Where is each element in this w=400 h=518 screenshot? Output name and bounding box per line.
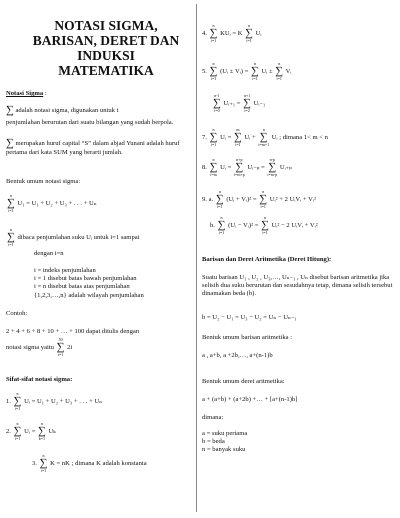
main-sigma-formula <box>6 194 97 213</box>
sigma-symbol: n+p ∑ i=m+p <box>233 157 245 177</box>
barisan-heading: Barisan dan Deret Aritmetika (Deret Hitung): <box>202 256 332 263</box>
sigma-symbol: n ∑ i=1 <box>251 61 259 81</box>
dibaca-text: dibaca penjumlahan suku Uᵢ untuk i=1 sampai <box>17 234 140 242</box>
def-n: n = banyak suku <box>202 446 246 454</box>
dengan-text: dengan i=n <box>34 250 64 257</box>
def-b: b = beda <box>202 438 225 446</box>
sigma-upper-limit: 50 <box>58 337 63 342</box>
sifat-2: 2. n ∑ i=1 Uᵢ = n ∑ k=1 Uₖ <box>6 421 56 441</box>
sifat-5: 5. n ∑ i=1 (Uᵢ ± Vᵢ) = n ∑ i=1 Uᵢ ± n ∑ i=1 Vᵢ <box>202 61 292 81</box>
contoh-term: 2i <box>67 344 73 352</box>
title-line-3: MATEMATIKA <box>58 63 154 78</box>
definition-list <box>34 267 144 300</box>
sigma-desc-text-1: adalah notasi sigma, digunakan untuk t <box>15 107 119 115</box>
title-line-1: NOTASI SIGMA, <box>54 18 158 33</box>
sigma-symbol: n ∑ i=m+1 <box>258 127 270 147</box>
sigma-symbol: n ∑ i=1 <box>209 127 218 147</box>
dibaca-row <box>6 228 140 247</box>
sifat-9b: b. n ∑ i=1 (Uᵢ − Vᵢ)² = n ∑ i=1 Uᵢ² − 2 UᵢVᵢ + Vᵢ² <box>210 215 318 235</box>
barisan-formula: a , a+b, a +2b,…, a+(n-1)b <box>202 352 273 359</box>
sigma-symbol: n ∑ i=1 <box>209 61 218 81</box>
sigma-symbol: n ∑ i=1 <box>39 453 48 473</box>
sigma-symbol: n ∑ i=1 <box>259 189 268 209</box>
def-domain: {1,2,3,…,n} adalah wilayah penjumlahan <box>34 291 144 299</box>
bentuk-umum-label: Bentuk umum notasi sigma: <box>6 178 81 185</box>
sigma-symbol: n-1 ∑ i=0 <box>213 93 221 113</box>
column-divider <box>196 4 197 512</box>
sifat-heading: Sifat-sifat notasi sigma: <box>6 376 73 383</box>
sigma-description-1 <box>6 105 194 116</box>
sigma-symbol: n ∑ i=1 <box>209 23 218 43</box>
sigma-description-3 <box>6 138 194 157</box>
contoh-notasi-text: notasi sigma yaitu <box>6 344 54 352</box>
sigma-symbol: n ∑ i=1 <box>13 391 22 411</box>
def-upper-bound: i = n disebut batas atas penjumlahan <box>34 283 130 291</box>
sigma-symbol: m ∑ i=1 <box>233 127 242 147</box>
sigma-symbol: n ∑ i=1 <box>215 189 224 209</box>
contoh-series: 2 + 4 + 6 + 8 + 10 + … + 100 dapat ditulis dengan <box>6 328 140 335</box>
sigma-symbol: n+1 ∑ i=2 <box>243 93 251 113</box>
bentuk-deret-label: Bentuk umum deret aritmetika: <box>202 378 285 385</box>
sifat-7: 7. n ∑ i=1 Uᵢ = m ∑ i=1 Uᵢ + n ∑ i=m+1 Uᵢ ; dimana 1< m < n <box>202 127 328 147</box>
main-formula-text: U₁ = U₁ + U₂ + U₃ + . . . + Uₙ <box>17 200 97 208</box>
contoh-notasi-row <box>6 338 72 357</box>
def-lower-bound: i = 1 disebut batas bawah penjumlahan <box>34 275 137 283</box>
notasi-colon: : <box>43 90 47 97</box>
sifat-1: 1. n ∑ i=1 Uᵢ = U₁ + U₂ + U₃ + . . . + Uₙ <box>6 391 103 411</box>
sigma-icon: ∑ <box>6 104 14 116</box>
notasi-heading-row <box>6 90 47 98</box>
notasi-sigma-heading: Notasi Sigma <box>6 90 44 97</box>
beda-formula: b = U₂ − U₁ = U₃ − U₂ = Uₙ − Uₙ₋₁ <box>202 314 297 321</box>
contoh-label: Contoh: <box>6 310 28 317</box>
sigma-symbol: n ∑ i=1 <box>275 61 284 81</box>
dimana-label: dimana: <box>202 414 224 421</box>
sifat-4: 4. n ∑ i=1 KUᵢ = K n ∑ i=1 Uᵢ <box>202 23 262 43</box>
def-index: i = indeks penjumlahan <box>34 267 96 274</box>
sigma-desc-text-2: penjumlahan berurutan dari suatu bilangan yang sudah berpola. <box>6 119 174 126</box>
sigma-symbol: n ∑ i=1 <box>7 193 15 213</box>
sigma-desc-text-3: merupakan huruf capital “S” dalam abjad Yunani adalah huruf pertama dari kata SUM yang berarti jumlah. <box>6 140 180 156</box>
sigma-symbol: n ∑ i=m <box>209 157 218 177</box>
sigma-icon: ∑ <box>6 137 14 149</box>
def-a: a = suku pertama <box>202 430 248 437</box>
barisan-paragraph: Suatu barisan U₁ , U₂ , U₃,…, Uₙ₋₁ , Uₙ disebut barisan aritmetika jika selisih dua suku berurutan dan sesudahnya tetap, dimana selisih tersebut dinamakan beda (b). <box>202 274 393 298</box>
variable-definitions <box>202 430 247 455</box>
sigma-symbol: n ∑ k=1 <box>37 421 46 441</box>
title-line-2: BARISAN, DERET DAN INDUKSI <box>32 33 180 63</box>
sigma-symbol: n ∑ i=1 <box>217 215 226 235</box>
sifat-3: 3. n ∑ i=1 K = nK ; dimana K adalah konstanta <box>32 453 147 473</box>
sigma-symbol: n ∑ i=1 <box>13 421 22 441</box>
document-title <box>18 18 194 78</box>
sifat-9a: 9. a. n ∑ i=1 (Uᵢ + Vᵢ)² = n ∑ i=1 Uᵢ² + 2 UᵢVᵢ + Vᵢ² <box>202 189 316 209</box>
sigma-symbol: n ∑ i=1 <box>261 215 269 235</box>
sifat-6: n-1 ∑ i=0 Uᵢ₊₁ = n+1 ∑ i=2 Uᵢ₋₁ <box>213 93 266 113</box>
sigma-symbol: 50 ∑ i=1 <box>56 337 65 357</box>
bentuk-barisan-label: Bentuk umum barisan aritmetika : <box>202 334 293 341</box>
sigma-symbol: n ∑ i=1 <box>7 227 15 247</box>
sifat-8: 8. n ∑ i=m Uᵢ = n+p ∑ i=m+p Uᵢ₋ₚ = n-p ∑ i=m-p Uᵢ₊ₚ <box>202 157 292 177</box>
sigma-symbol: n-p ∑ i=m-p <box>267 157 278 177</box>
sigma-symbol: n ∑ i=1 <box>245 23 253 43</box>
deret-formula: a + (a+b) + (a+2b) +… + [a+(n-1)b] <box>202 396 298 403</box>
left-column <box>6 8 196 473</box>
